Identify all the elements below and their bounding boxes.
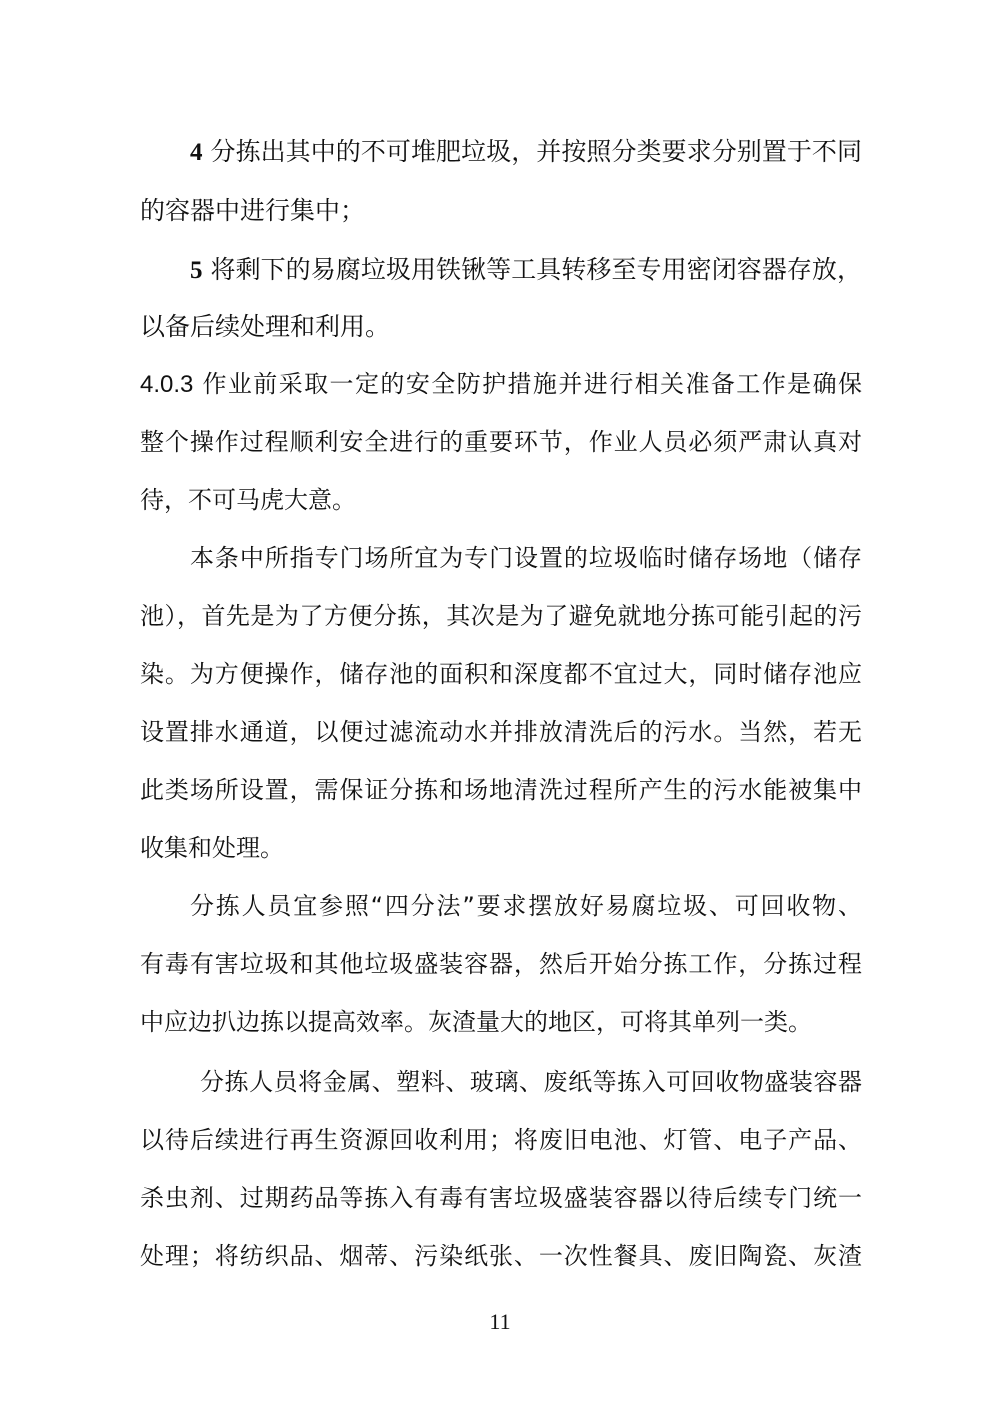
paragraph-line: 待，不可马虎大意。	[140, 486, 356, 514]
paragraph-line: 中应边扒边拣以提高效率。灰渣量大的地区，可将其单列一类。	[140, 1008, 812, 1036]
paragraph-line: 池），首先是为了方便分拣，其次是为了避免就地分拣可能引起的污	[140, 602, 862, 630]
paragraph-line: 的容器中进行集中；	[140, 196, 366, 225]
line-text: 将剩下的易腐垃圾用铁锹等工具转移至专用密闭容器存放，	[202, 255, 862, 284]
paragraph-line: 染。为方便操作，储存池的面积和深度都不宜过大，同时储存池应	[140, 660, 862, 688]
paragraph-line: 以待后续进行再生资源回收利用；将废旧电池、灯管、电子产品、	[140, 1126, 862, 1154]
item-number: 5	[190, 257, 203, 284]
paragraph-line: 分拣人员将金属、塑料、玻璃、废纸等拣入可回收物盛装容器	[200, 1068, 862, 1096]
paragraph-line: 此类场所设置，需保证分拣和场地清洗过程所产生的污水能被集中	[140, 776, 862, 804]
paragraph-line	[190, 254, 862, 286]
paragraph-line: 整个操作过程顺利安全进行的重要环节，作业人员必须严肃认真对	[140, 428, 862, 456]
paragraph-line: 以备后续处理和利用。	[140, 312, 391, 341]
page-number: 11	[489, 1309, 511, 1334]
paragraph-line: 设置排水通道，以便过滤流动水并排放清洗后的污水。当然，若无	[140, 718, 862, 746]
paragraph-line	[140, 368, 862, 400]
line-text: 分拣出其中的不可堆肥垃圾，并按照分类要求分别置于不同	[202, 137, 862, 166]
paragraph-line: 杀虫剂、过期药品等拣入有毒有害垃圾盛装容器以待后续专门统一	[140, 1184, 862, 1212]
section-number: 4.0.3	[140, 371, 194, 398]
line-text: 作业前采取一定的安全防护措施并进行相关准备工作是确保	[193, 370, 862, 398]
paragraph-line	[190, 136, 862, 168]
paragraph-line: 处理；将纺织品、烟蒂、污染纸张、一次性餐具、废旧陶瓷、灰渣	[140, 1242, 862, 1270]
paragraph-line: 本条中所指专门场所宜为专门设置的垃圾临时储存场地（储存	[190, 544, 862, 572]
item-number: 4	[190, 139, 203, 166]
paragraph-line: 收集和处理。	[140, 834, 284, 862]
paragraph-line: 分拣人员宜参照“四分法”要求摆放好易腐垃圾、可回收物、	[190, 892, 862, 920]
paragraph-line: 有毒有害垃圾和其他垃圾盛装容器，然后开始分拣工作，分拣过程	[140, 950, 862, 978]
